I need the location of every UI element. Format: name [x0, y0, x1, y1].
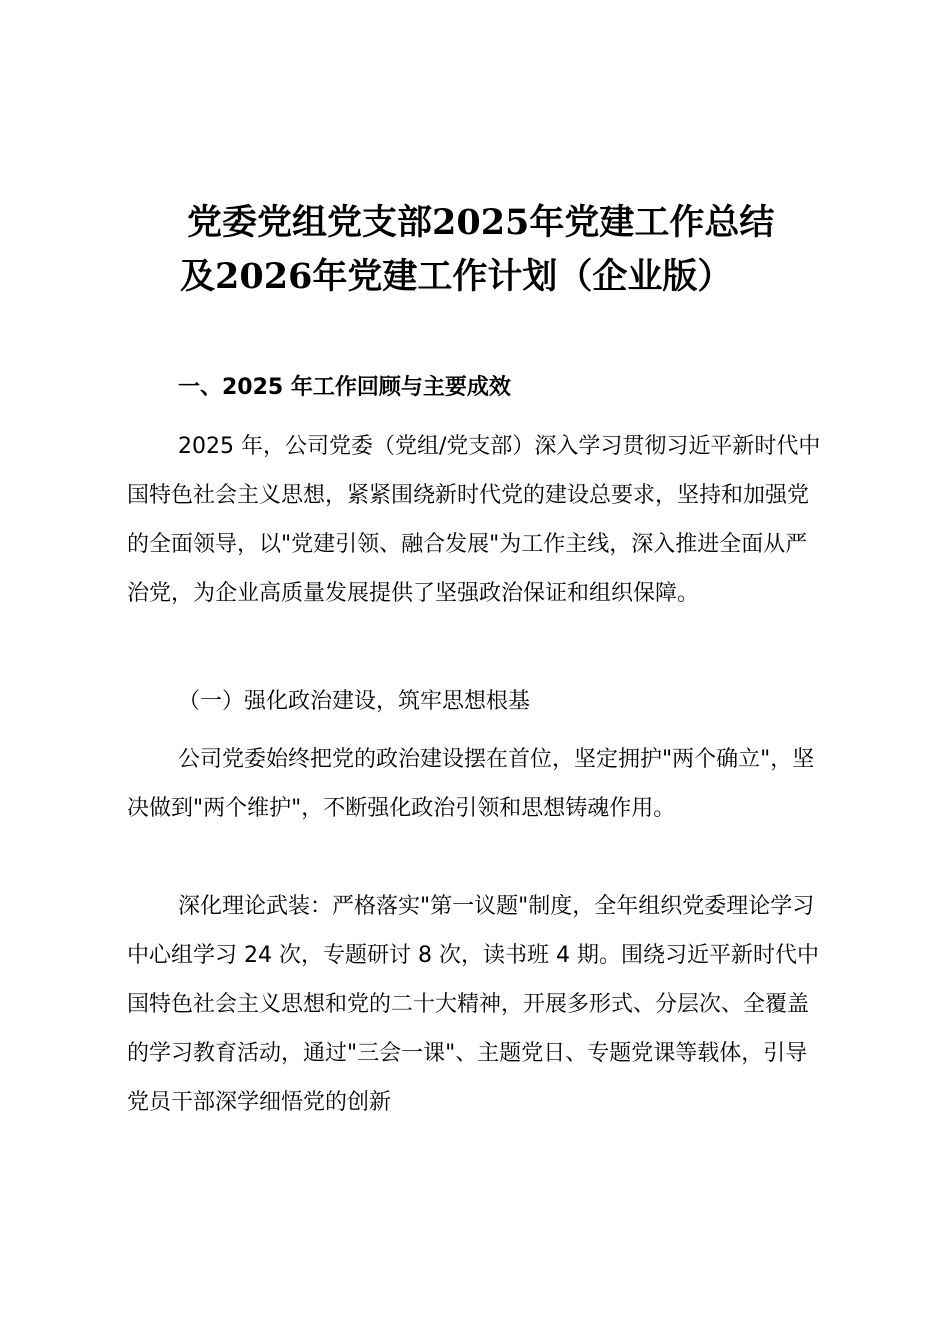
document-title [180, 196, 840, 304]
subsection-heading-1: （一）强化政治建设，筑牢思想根基 [178, 689, 531, 714]
paragraph-political-building: 公司党委始终把党的政治建设摆在首位，坚定拥护"两个确立"，坚决做到"两个维护"，不断强化政治引领和思想铸魂作用。 [127, 747, 815, 821]
section-heading-1: 一、2025 年工作回顾与主要成效 [178, 375, 511, 400]
paragraph-theory-study: 深化理论武装：严格落实"第一议题"制度，全年组织党委理论学习中心组学习 24 次，专题研讨 8 次，读书班 4 期。围绕习近平新时代中国特色社会主义思想和党的二十大精神，开展多形式、分层次、全覆盖的学习教育活动，通过"三会一课"、主题党日、专题党课等载体，引导党员干部深学细悟党的创新 [127, 894, 819, 1115]
title-line-2: 及2026年党建工作计划（企业版） [180, 256, 733, 297]
title-line-1: 党委党组党支部2025年党建工作总结 [187, 202, 775, 243]
paragraph-intro: 2025 年，公司党委（党组/党支部）深入学习贯彻习近平新时代中国特色社会主义思想，紧紧围绕新时代党的建设总要求，坚持和加强党的全面领导，以"党建引领、融合发展"为工作主线，深入推进全面从严治党，为企业高质量发展提供了坚强政治保证和组织保障。 [127, 434, 821, 606]
